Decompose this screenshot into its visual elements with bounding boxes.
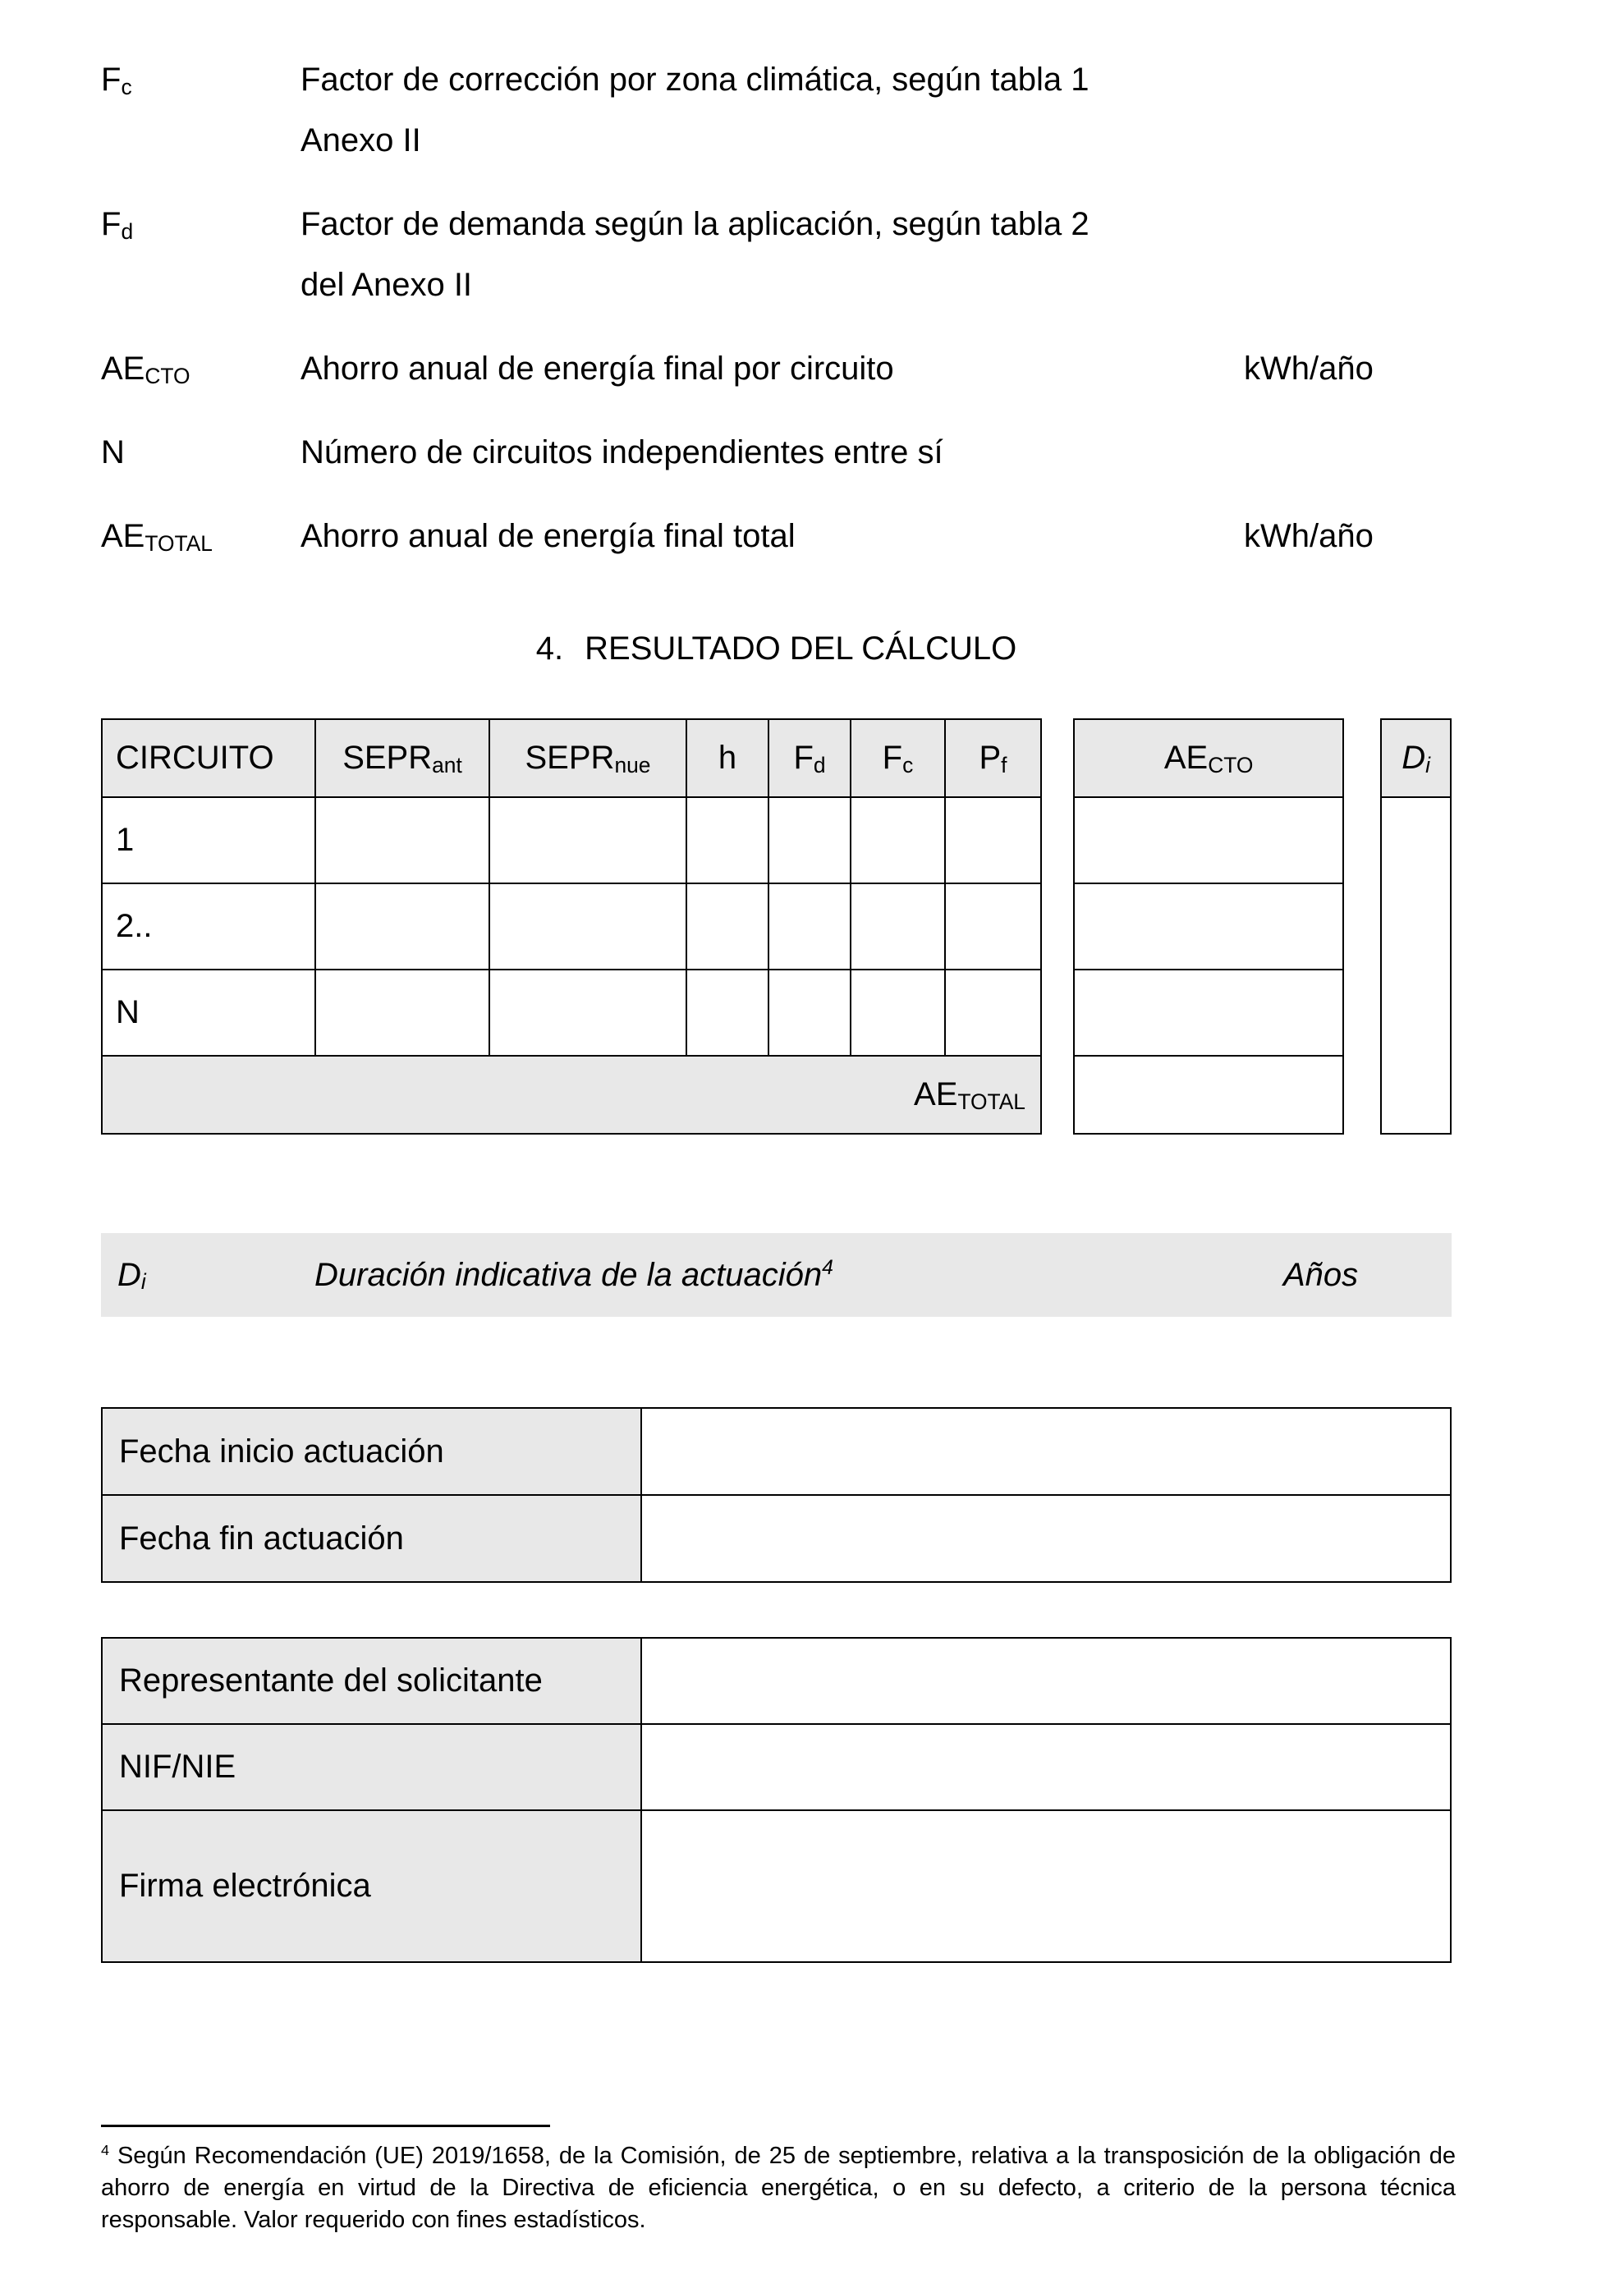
page-title: RESULTADO DEL CÁLCULO: [585, 631, 1017, 667]
row-label: 2..: [102, 883, 315, 970]
table-cell[interactable]: [768, 883, 851, 970]
header-base: F: [882, 740, 903, 776]
di-column: [1380, 718, 1452, 1135]
row-label: N: [102, 970, 315, 1056]
definition-description: [300, 422, 1244, 483]
table-cell[interactable]: [768, 970, 851, 1056]
header-base: F: [793, 740, 814, 776]
header-base: h: [718, 740, 737, 776]
table-cell[interactable]: [489, 797, 686, 883]
footnote-body: Según Recomendación (UE) 2019/1658, de la Comisión, de 25 de septiembre, relativa a la transposición de la obligación de ahorro de energía en virtud de la Directiva de eficiencia energética, o en su defecto, a criterio de la persona técnica responsable. Valor requerido con fines estadísticos.: [101, 2143, 1456, 2233]
column-header-fd: [768, 719, 851, 797]
section-heading: [101, 631, 1452, 667]
footer-subscript: TOTAL: [957, 1089, 1025, 1114]
footnote-divider: [101, 2125, 550, 2127]
di-description: [314, 1257, 1283, 1294]
table-cell[interactable]: [945, 797, 1041, 883]
header-base: D: [1402, 740, 1426, 776]
header-base: SEPR: [342, 740, 433, 776]
definition-unit: [1244, 49, 1452, 171]
definition-unit: kWh/año: [1244, 518, 1374, 554]
di-term: [117, 1257, 314, 1294]
footer-base: AE: [914, 1076, 958, 1112]
table-row: [1074, 1056, 1343, 1134]
results-region: [101, 718, 1452, 1135]
table-cell[interactable]: [686, 797, 768, 883]
field-label-start-date: Fecha inicio actuación: [102, 1408, 641, 1495]
definition-row-fd: [101, 194, 1452, 315]
table-cell[interactable]: [315, 797, 489, 883]
definition-unit: kWh/año: [1244, 351, 1374, 387]
term-subscript: CTO: [145, 363, 190, 388]
definition-row-aecto: [101, 338, 1452, 399]
aecto-header-row: [1074, 719, 1343, 797]
definition-term: [101, 506, 300, 566]
definition-line: Ahorro anual de energía final total: [300, 518, 796, 554]
table-row: [102, 797, 1041, 883]
term-base: N: [101, 434, 125, 470]
column-header-fc: [851, 719, 945, 797]
results-table: [101, 718, 1042, 1135]
table-row: [102, 1495, 1451, 1582]
column-header-aecto: [1074, 719, 1343, 797]
header-subscript: ant: [432, 752, 462, 777]
header-subscript: d: [813, 752, 826, 777]
aecto-cell[interactable]: [1074, 797, 1343, 883]
definition-row-fc: [101, 49, 1452, 171]
aecto-cell[interactable]: [1074, 970, 1343, 1056]
table-row: [102, 883, 1041, 970]
term-base: AE: [101, 351, 145, 387]
table-row: [1074, 797, 1343, 883]
header-base: SEPR: [525, 740, 615, 776]
term-subscript: TOTAL: [145, 530, 213, 556]
header-subscript: nue: [614, 752, 651, 777]
footnote-ref: 4: [101, 2142, 109, 2159]
definition-line: Ahorro anual de energía final por circuito: [300, 351, 894, 387]
footnote-reference: 4: [822, 1256, 833, 1279]
header-base: CIRCUITO: [116, 740, 274, 776]
di-description-text: Duración indicativa de la actuación: [314, 1256, 823, 1293]
table-cell[interactable]: [851, 970, 945, 1056]
table-cell[interactable]: [768, 797, 851, 883]
field-value-signature[interactable]: [641, 1810, 1451, 1962]
table-cell[interactable]: [945, 883, 1041, 970]
dates-table: [101, 1407, 1452, 1583]
table-cell[interactable]: [851, 883, 945, 970]
header-subscript: c: [902, 752, 914, 777]
term-base: F: [101, 62, 122, 98]
table-cell[interactable]: [945, 970, 1041, 1056]
field-label-nif-nie: NIF/NIE: [102, 1724, 641, 1810]
results-table-footer-row: [102, 1056, 1041, 1134]
results-table-header-row: [102, 719, 1041, 797]
definition-description: [300, 338, 1244, 399]
header-base: AE: [1163, 740, 1209, 776]
table-row: [1074, 970, 1343, 1056]
field-value-end-date[interactable]: [641, 1495, 1451, 1582]
aecto-cell[interactable]: [1074, 883, 1343, 970]
table-cell[interactable]: [851, 797, 945, 883]
definition-description: [300, 49, 1244, 171]
field-label-end-date: Fecha fin actuación: [102, 1495, 641, 1582]
column-header-sepr-ant: [315, 719, 489, 797]
column-header-circuito: [102, 719, 315, 797]
footnote-text: [101, 2140, 1456, 2236]
aecto-column: [1073, 718, 1344, 1135]
definition-unit: [1244, 194, 1452, 315]
definitions-list: [101, 49, 1452, 566]
definition-line: Anexo II: [300, 122, 421, 158]
definition-line: del Anexo II: [300, 267, 473, 303]
term-base: AE: [101, 518, 145, 554]
table-cell[interactable]: [489, 883, 686, 970]
definition-unit: [1244, 422, 1452, 483]
header-subscript: CTO: [1208, 752, 1254, 777]
total-label-cell: [102, 1056, 1041, 1134]
table-row: [1381, 797, 1451, 1134]
aecto-total-cell[interactable]: [1074, 1056, 1343, 1134]
definition-line: Factor de demanda según la aplicación, según tabla 2: [300, 206, 1090, 242]
field-value-representative[interactable]: [641, 1638, 1451, 1724]
header-subscript: i: [1425, 752, 1430, 777]
representative-table: [101, 1637, 1452, 1963]
definition-term: [101, 422, 300, 483]
definition-description: [300, 506, 1244, 566]
field-value-nif-nie[interactable]: [641, 1724, 1451, 1810]
table-row: [1074, 883, 1343, 970]
table-cell[interactable]: [315, 970, 489, 1056]
table-cell[interactable]: [686, 883, 768, 970]
definition-term: [101, 338, 300, 399]
definition-row-n: [101, 422, 1452, 483]
term-subscript: i: [140, 1269, 146, 1295]
table-row: [102, 1724, 1451, 1810]
table-cell[interactable]: [315, 883, 489, 970]
column-header-sepr-nue: [489, 719, 686, 797]
table-row: [102, 1638, 1451, 1724]
footnote: [101, 2125, 1456, 2236]
definition-description: [300, 194, 1244, 315]
definition-row-aetotal: [101, 506, 1452, 566]
definition-term: [101, 194, 300, 315]
section-number: 4.: [535, 631, 564, 667]
definition-line: Número de circuitos independientes entre sí: [300, 434, 943, 470]
di-header-row: [1381, 719, 1451, 797]
di-definition-row: [101, 1233, 1452, 1317]
di-cell[interactable]: [1381, 797, 1451, 1134]
column-header-h: [686, 719, 768, 797]
column-header-di: [1381, 719, 1451, 797]
term-base: F: [101, 206, 122, 242]
term-subscript: c: [121, 74, 132, 99]
term-subscript: d: [121, 218, 134, 244]
table-cell[interactable]: [686, 970, 768, 1056]
field-label-signature: Firma electrónica: [102, 1810, 641, 1962]
table-row: [102, 1408, 1451, 1495]
field-value-start-date[interactable]: [641, 1408, 1451, 1495]
header-base: P: [979, 740, 1002, 776]
table-row: [102, 970, 1041, 1056]
field-label-representative: Representante del solicitante: [102, 1638, 641, 1724]
definition-term: [101, 49, 300, 171]
column-header-pf: [945, 719, 1041, 797]
di-unit: Años: [1283, 1256, 1359, 1293]
table-row: [102, 1810, 1451, 1962]
table-cell[interactable]: [489, 970, 686, 1056]
term-base: D: [117, 1256, 141, 1293]
header-subscript: f: [1001, 752, 1007, 777]
row-label: 1: [102, 797, 315, 883]
definition-line: Factor de corrección por zona climática, según tabla 1: [300, 62, 1090, 98]
